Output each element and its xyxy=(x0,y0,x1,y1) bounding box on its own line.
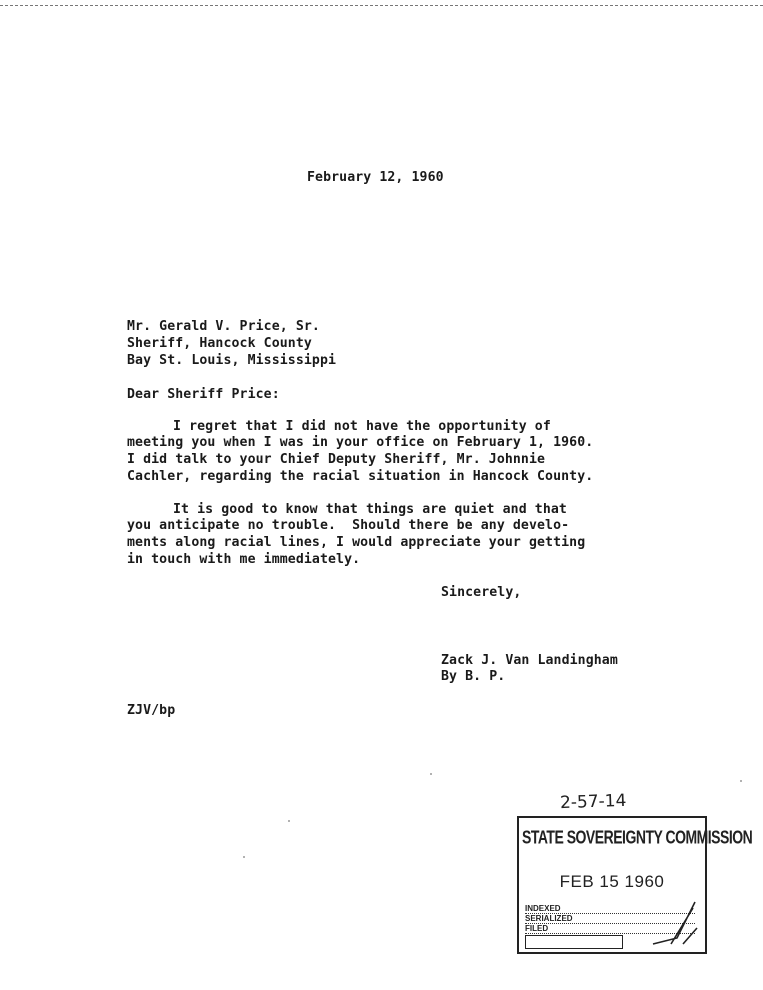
letter-date: February 12, 1960 xyxy=(307,170,444,185)
paragraph-1-line: I regret that I did not have the opportunity of xyxy=(173,419,551,434)
paragraph-1-line: meeting you when I was in your office on February 1, 1960. xyxy=(127,435,594,450)
paragraph-1-line: Cachler, regarding the racial situation in Hancock County. xyxy=(127,469,594,484)
commission-stamp xyxy=(517,816,753,954)
stamp-date: FEB 15 1960 xyxy=(559,872,665,891)
stamp-title: STATE SOVEREIGNTY COMMISSION xyxy=(522,826,753,848)
signature-name: Zack J. Van Landingham xyxy=(441,653,618,668)
paragraph-2-line: in touch with me immediately. xyxy=(127,552,361,567)
handwritten-mark-icon xyxy=(647,898,701,950)
stamp-box xyxy=(525,935,623,949)
scan-speck xyxy=(243,856,245,858)
recipient-title: Sheriff, Hancock County xyxy=(127,336,312,351)
stamp-field-indexed: INDEXED xyxy=(525,905,695,914)
salutation: Dear Sheriff Price: xyxy=(127,387,280,402)
stamp-field-filed: FILED xyxy=(525,925,695,934)
handwritten-file-number: 2-57-14 xyxy=(559,790,627,814)
signature-by: By B. P. xyxy=(441,669,506,684)
paragraph-2-line: ments along racial lines, I would appreciate your getting xyxy=(127,535,586,550)
typist-initials: ZJV/bp xyxy=(127,703,176,718)
paragraph-2-line: It is good to know that things are quiet and that xyxy=(173,502,567,517)
recipient-name: Mr. Gerald V. Price, Sr. xyxy=(127,319,320,334)
scan-speck xyxy=(430,773,432,775)
closing: Sincerely, xyxy=(441,585,522,600)
paragraph-2-line: you anticipate no trouble. Should there be any develo- xyxy=(127,518,570,533)
scan-speck xyxy=(740,780,742,782)
recipient-address: Bay St. Louis, Mississippi xyxy=(127,353,337,368)
paragraph-1-line: I did talk to your Chief Deputy Sheriff, Mr. Johnnie xyxy=(127,452,546,467)
stamp-field-serialized: SERIALIZED xyxy=(525,915,695,924)
scan-speck xyxy=(288,820,290,822)
